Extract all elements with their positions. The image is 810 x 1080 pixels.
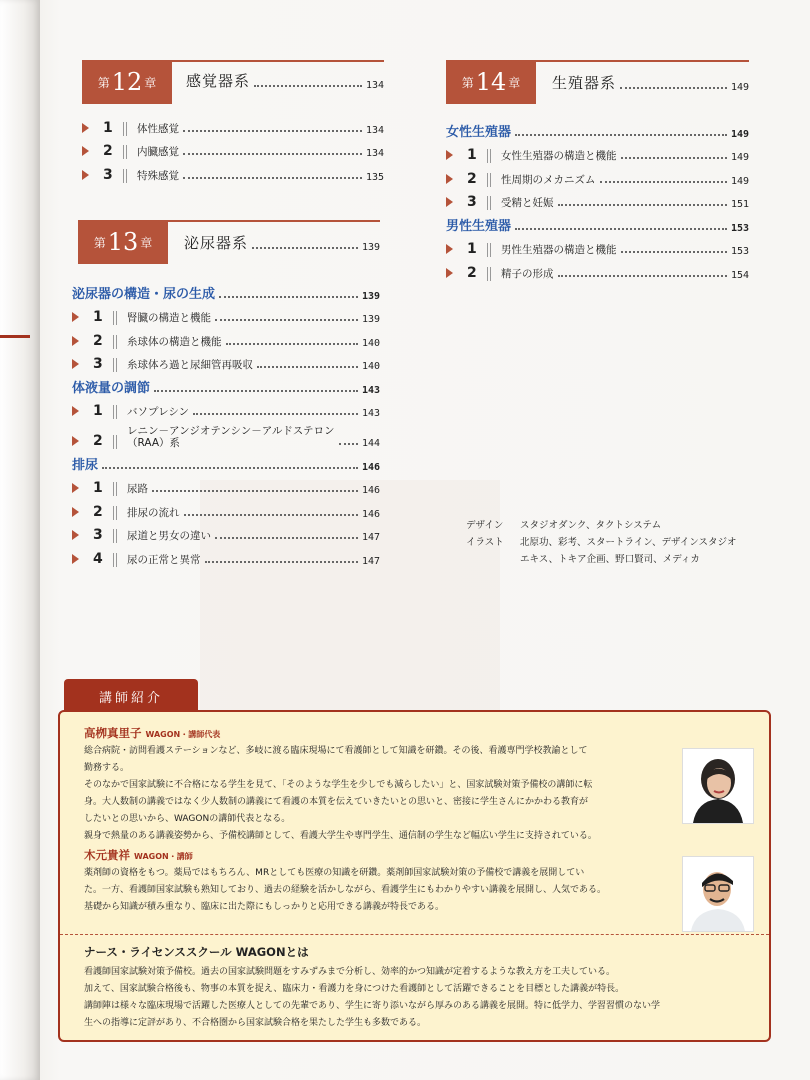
text-line: 薬剤師の資格をもつ。薬局ではもちろん、MRとしても医療の知識を研鑽。薬剤師国家試験対策の予備校で講義を展開してい bbox=[84, 868, 585, 878]
text-line: 総合病院・訪問看護ステーションなど、多岐に渡る臨床現場にて看護師として知識を研鑽。その後、看護専門学校教諭として bbox=[84, 746, 588, 756]
leader-dots bbox=[102, 467, 358, 469]
arrow-icon bbox=[72, 359, 87, 369]
credits bbox=[466, 517, 770, 568]
arrow-icon bbox=[446, 174, 461, 184]
double-bar-divider bbox=[123, 169, 127, 183]
illust-label: イラスト bbox=[466, 537, 504, 548]
toc-item bbox=[72, 543, 380, 567]
section-heading bbox=[446, 210, 749, 234]
item-page: 134 bbox=[365, 148, 384, 159]
item-number: 1 bbox=[93, 309, 103, 325]
text-line: た。一方、看護師国家試験も熟知しており、過去の経験を活かしながら、看護学生にもわかりやすい講義を展開し、人気である。 bbox=[84, 885, 607, 895]
chapter-rule bbox=[172, 60, 384, 62]
item-page: 135 bbox=[365, 171, 384, 183]
lecturer-bio bbox=[84, 743, 694, 845]
chapter-13 bbox=[72, 220, 380, 567]
item-number: 2 bbox=[93, 503, 103, 520]
item-label: 特殊感覚 bbox=[137, 169, 179, 182]
text-line: 勤務する。 bbox=[84, 763, 130, 773]
item-label: 体性感覚 bbox=[137, 122, 179, 135]
section-title: 排尿 bbox=[72, 457, 99, 473]
item-label: 尿の正常と異常 bbox=[127, 553, 201, 566]
lecturer-tab: 講師紹介 bbox=[64, 679, 198, 713]
double-bar-divider bbox=[113, 529, 117, 543]
toc-item bbox=[72, 473, 380, 497]
leader-dots bbox=[154, 390, 358, 392]
leader-dots bbox=[257, 366, 358, 368]
section-page: 149 bbox=[730, 128, 749, 140]
item-page: 134 bbox=[365, 124, 384, 136]
section-page: 143 bbox=[361, 384, 380, 396]
school-title: ナース・ライセンススクール WAGONとは bbox=[84, 945, 309, 959]
design-label: デザイン bbox=[466, 520, 504, 531]
leader-dots bbox=[184, 514, 358, 516]
section-heading bbox=[72, 278, 380, 302]
item-label: 女性生殖器の構造と機能 bbox=[501, 150, 617, 162]
leader-dots bbox=[215, 319, 358, 321]
arrow-icon bbox=[446, 150, 461, 160]
leader-dots bbox=[339, 443, 358, 445]
chapter-badge: 第 13 章 bbox=[78, 220, 168, 264]
section-heading bbox=[72, 372, 380, 396]
leader-dots bbox=[621, 157, 727, 159]
section-heading bbox=[72, 449, 380, 473]
avatar-photo-woman bbox=[683, 749, 753, 823]
arrow-icon bbox=[72, 312, 87, 322]
lecturer-box bbox=[58, 710, 771, 1042]
section-title: 体液量の調節 bbox=[72, 380, 151, 396]
chapter-12 bbox=[82, 60, 384, 183]
arrow-icon bbox=[446, 268, 461, 278]
toc-item bbox=[82, 136, 384, 160]
text-line: 身。大人数制の講義ではなく少人数制の講義にて看護の本質を伝えていきたいとの思いと、密接に学生さんにかかわる教育が bbox=[84, 797, 589, 807]
arrow-icon bbox=[72, 336, 87, 346]
leader-dots bbox=[215, 537, 358, 539]
page-spine bbox=[0, 0, 40, 1080]
arrow-icon bbox=[72, 554, 87, 564]
illust-value-cont: エキス、トキア企画、野口賢司、メディカ bbox=[520, 554, 700, 565]
arrow-icon bbox=[446, 244, 461, 254]
item-page: 140 bbox=[361, 337, 380, 349]
toc-item bbox=[446, 163, 749, 187]
item-label: 尿路 bbox=[127, 483, 148, 495]
double-bar-divider bbox=[113, 358, 117, 372]
item-number: 1 bbox=[93, 403, 103, 419]
item-number: 2 bbox=[467, 264, 477, 281]
double-bar-divider bbox=[487, 173, 491, 187]
arrow-icon bbox=[72, 436, 87, 446]
item-label: レニン－アンジオテンシン－アルドステロン （RAA）系 bbox=[127, 425, 335, 449]
item-page: 153 bbox=[730, 246, 749, 257]
item-page: 144 bbox=[361, 438, 380, 449]
item-page: 146 bbox=[361, 485, 380, 496]
leader-dots bbox=[515, 228, 727, 230]
chapter-title: 感覚器系 bbox=[186, 72, 251, 90]
item-number: 4 bbox=[93, 550, 103, 567]
section-heading bbox=[446, 116, 749, 140]
item-number: 2 bbox=[93, 433, 103, 449]
item-page: 147 bbox=[361, 532, 380, 543]
chapter-page: 149 bbox=[730, 82, 749, 93]
item-page: 143 bbox=[361, 408, 380, 419]
chapter-page: 139 bbox=[361, 242, 380, 253]
toc-item bbox=[446, 187, 749, 211]
toc-item bbox=[72, 396, 380, 420]
avatar bbox=[682, 748, 754, 824]
item-label: バソプレシン bbox=[127, 406, 190, 418]
item-number: 2 bbox=[103, 143, 113, 159]
chapter-rule bbox=[168, 220, 380, 222]
section-page: 139 bbox=[361, 290, 380, 302]
section-title: 泌尿器の構造・尿の生成 bbox=[72, 286, 216, 302]
arrow-icon bbox=[72, 507, 87, 517]
item-number: 2 bbox=[467, 170, 477, 187]
leader-dots bbox=[226, 343, 358, 345]
double-bar-divider bbox=[113, 335, 117, 349]
text-line: 生への指導に定評があり、不合格圏から国家試験合格を果たした学生も多数である。 bbox=[84, 1018, 427, 1028]
toc-item bbox=[72, 520, 380, 544]
item-label: 排尿の流れ bbox=[127, 506, 180, 519]
double-bar-divider bbox=[123, 145, 127, 159]
item-number: 1 bbox=[93, 480, 103, 496]
item-page: 151 bbox=[730, 199, 749, 210]
section-title: 女性生殖器 bbox=[446, 124, 512, 140]
item-number: 3 bbox=[103, 166, 113, 183]
double-bar-divider bbox=[113, 405, 117, 419]
item-page: 140 bbox=[361, 361, 380, 372]
arrow-icon bbox=[446, 197, 461, 207]
leader-dots bbox=[152, 490, 358, 492]
double-bar-divider bbox=[113, 482, 117, 496]
item-number: 3 bbox=[93, 356, 103, 372]
item-number: 1 bbox=[103, 119, 113, 136]
text-line: そのなかで国家試験に不合格になる学生を見て、「そのような学生を少しでも減らしたい」と、国家試験対策予備校の講師に転 bbox=[84, 780, 593, 790]
section-title: 男性生殖器 bbox=[446, 218, 512, 234]
double-bar-divider bbox=[113, 553, 117, 567]
leader-dots bbox=[193, 413, 358, 415]
double-bar-divider bbox=[487, 243, 491, 257]
text-line: 講師陣は様々な臨床現場で活躍した医療人としての先輩であり、学生に寄り添いながら厚みのある講義を展開。特に低学力、学習習慣のない学 bbox=[84, 1001, 661, 1011]
item-number: 1 bbox=[467, 241, 477, 257]
leader-dots bbox=[515, 134, 727, 136]
lecturer-name: 高栁真里子 bbox=[84, 726, 142, 740]
double-bar-divider bbox=[487, 149, 491, 163]
toc-item bbox=[446, 140, 749, 164]
text-line: 基礎から知識が積み重なり、臨床に出た際にもしっかりと応用できる講義が特長である。 bbox=[84, 902, 445, 912]
toc-item bbox=[72, 419, 380, 449]
chapter-page: 134 bbox=[365, 80, 384, 91]
toc-item bbox=[72, 349, 380, 373]
item-number: 3 bbox=[467, 194, 477, 210]
item-number: 3 bbox=[93, 527, 103, 543]
double-bar-divider bbox=[113, 311, 117, 325]
item-label: 性周期のメカニズム bbox=[501, 173, 596, 186]
chapter-badge: 第 12 章 bbox=[82, 60, 172, 104]
item-page: 146 bbox=[361, 508, 380, 520]
item-page: 154 bbox=[730, 269, 749, 281]
double-bar-divider bbox=[487, 196, 491, 210]
lecturer-1 bbox=[84, 722, 694, 845]
lecturer-role: WAGON・講師 bbox=[134, 852, 193, 861]
double-bar-divider bbox=[123, 122, 127, 136]
toc-item bbox=[446, 234, 749, 258]
item-label: 精子の形成 bbox=[501, 267, 554, 280]
toc-item bbox=[82, 112, 384, 136]
leader-dots bbox=[183, 153, 362, 155]
arrow-icon bbox=[72, 483, 87, 493]
item-label: 糸球体の構造と機能 bbox=[127, 335, 222, 348]
avatar bbox=[682, 856, 754, 932]
chapter-title: 泌尿器系 bbox=[184, 234, 249, 252]
lecturer-name: 木元貴祥 bbox=[84, 848, 130, 862]
illust-value: 北原功、彩考、スタートライン、デザインスタジオ bbox=[520, 537, 737, 548]
text-line: したいとの思いから、WAGONの講師代表となる。 bbox=[84, 814, 291, 824]
chapter-14 bbox=[446, 60, 749, 281]
section-page: 153 bbox=[730, 222, 749, 234]
arrow-icon bbox=[72, 530, 87, 540]
design-value: スタジオダンク、タクトシステム bbox=[520, 520, 662, 531]
leader-dots bbox=[205, 561, 358, 563]
item-page: 139 bbox=[361, 314, 380, 325]
leader-dots bbox=[219, 296, 358, 298]
item-page: 147 bbox=[361, 555, 380, 567]
spine-marker bbox=[0, 335, 30, 338]
chapter-title: 生殖器系 bbox=[552, 74, 617, 92]
text-line: 看護師国家試験対策予備校。過去の国家試験問題をすみずみまで分析し、効率的かつ知識が定着するような教え方を工夫している。 bbox=[84, 967, 616, 977]
double-bar-divider bbox=[487, 267, 491, 281]
item-label: 内臓感覚 bbox=[137, 146, 179, 158]
chapter-rule bbox=[536, 60, 749, 62]
item-number: 2 bbox=[93, 332, 103, 349]
item-label: 男性生殖器の構造と機能 bbox=[501, 244, 617, 256]
item-label: 糸球体ろ過と尿細管再吸収 bbox=[127, 359, 253, 371]
leader-dots bbox=[621, 251, 727, 253]
text-line: 加えて、国家試験合格後も、物事の本質を捉え、臨床力・看護力を身につけた看護師として活躍できることを目標とした講義が特長。 bbox=[84, 984, 625, 994]
item-label: 腎臓の構造と機能 bbox=[127, 312, 211, 324]
lecturer-role: WAGON・講師代表 bbox=[145, 730, 221, 739]
item-label: 尿道と男女の違い bbox=[127, 530, 211, 542]
toc-item bbox=[82, 159, 384, 183]
item-page: 149 bbox=[730, 152, 749, 163]
leader-dots bbox=[558, 275, 727, 277]
section-page: 146 bbox=[361, 461, 380, 473]
arrow-icon bbox=[82, 170, 97, 180]
chapter-badge: 第 14 章 bbox=[446, 60, 536, 104]
lecturer-2 bbox=[84, 844, 694, 916]
arrow-icon bbox=[72, 406, 87, 416]
text-line: 親身で熱量のある講義姿勢から、予備校講師として、看護大学生や専門学生、通信制の学生など幅広い学生に支持されている。 bbox=[84, 831, 597, 841]
toc-item bbox=[446, 257, 749, 281]
toc-item bbox=[72, 302, 380, 326]
double-bar-divider bbox=[113, 506, 117, 520]
item-label: 受精と妊娠 bbox=[501, 197, 554, 209]
school-description bbox=[84, 964, 754, 1032]
leader-dots bbox=[183, 130, 362, 132]
leader-dots bbox=[558, 204, 727, 206]
school-info bbox=[84, 944, 754, 1032]
leader-dots bbox=[183, 177, 362, 179]
toc-item bbox=[72, 496, 380, 520]
double-bar-divider bbox=[113, 435, 117, 449]
arrow-icon bbox=[82, 123, 97, 133]
item-number: 1 bbox=[467, 147, 477, 163]
toc-item bbox=[72, 325, 380, 349]
lecturer-bio bbox=[84, 865, 694, 916]
item-page: 149 bbox=[730, 175, 749, 187]
leader-dots bbox=[600, 181, 727, 183]
arrow-icon bbox=[82, 146, 97, 156]
avatar-photo-man bbox=[683, 857, 753, 931]
